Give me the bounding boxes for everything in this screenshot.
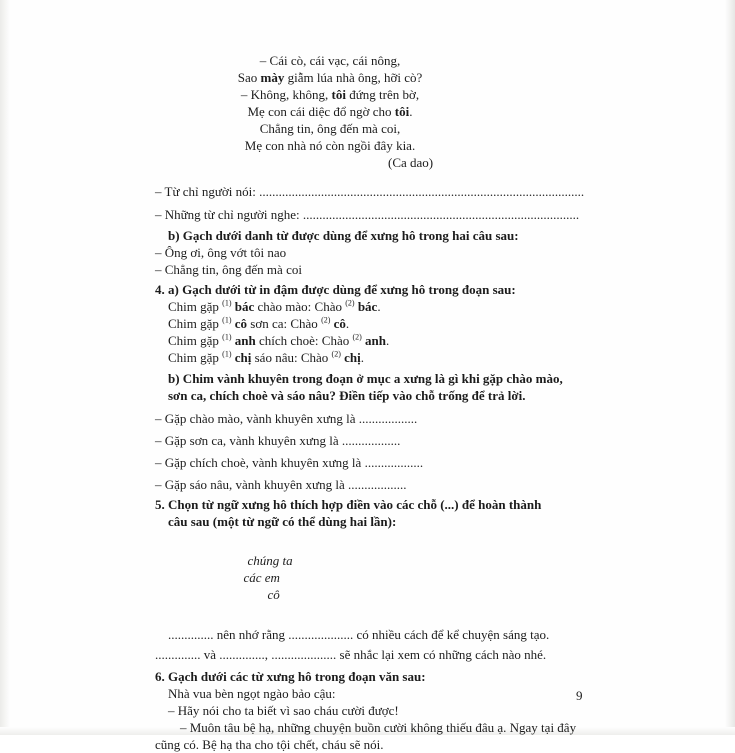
fill-line-listener: – Những từ chỉ người nghe: ..................................................................................... bbox=[155, 207, 580, 222]
task4-answer-line: – Gặp sơn ca, vành khuyên xưng là .................. bbox=[155, 433, 401, 448]
poem bbox=[155, 52, 505, 154]
task4-answer-line: – Gặp sáo nâu, vành khuyên xưng là .................. bbox=[155, 477, 407, 492]
task3-example-line: – Ông ơi, ông vớt tôi nao bbox=[155, 245, 287, 260]
task6-paragraph-line: Nhà vua bèn ngọt ngào bảo cậu: bbox=[168, 686, 336, 701]
task6-paragraph-line: – Muôn tâu bệ hạ, những chuyện buồn cười không thiếu đâu ạ. Ngay tại đây bbox=[180, 720, 577, 735]
task3-example-line: – Chẳng tin, ông đến mà coi bbox=[155, 262, 302, 277]
page-edge-left bbox=[0, 0, 10, 735]
page-content bbox=[155, 52, 585, 753]
task4-chim-line: Chim gặp $^{(1)}$ cô sơn ca: Chào $^{(2)}$ cô. bbox=[168, 315, 350, 331]
word-bank-item: các em bbox=[243, 570, 280, 585]
task5-heading: câu sau (một từ ngữ có thể dùng hai lần): bbox=[168, 514, 397, 529]
task5-fill-line: .............. và .............., .................... sẽ nhắc lại xem có những cách nào nhé. bbox=[155, 647, 547, 662]
page-number: 9 bbox=[576, 688, 583, 703]
page-edge-right bbox=[725, 0, 735, 735]
task6-paragraph-line: – Hãy nói cho ta biết vì sao cháu cười được! bbox=[168, 703, 399, 718]
task4-heading-b: b) Chim vành khuyên trong đoạn ở mục a xưng là gì khi gặp chào mào, bbox=[168, 371, 563, 386]
task4-answer-line: – Gặp chào mào, vành khuyên xưng là .................. bbox=[155, 411, 418, 426]
task3-part-b-heading: b) Gạch dưới danh từ được dùng để xưng hô trong hai câu sau: bbox=[168, 228, 519, 243]
poem-line: Chẳng tin, ông đến mà coi, bbox=[259, 121, 401, 136]
task4-heading-a: 4. a) Gạch dưới từ in đậm được dùng để xưng hô trong đoạn sau: bbox=[155, 282, 516, 297]
word-bank-item: cô bbox=[267, 587, 280, 602]
task4-chim-line: Chim gặp $^{(1)}$ chị sáo nâu: Chào $^{(2)}$ chị. bbox=[168, 349, 364, 365]
task4-heading-b: sơn ca, chích choè và sáo nâu? Điền tiếp vào chỗ trống để trả lời. bbox=[168, 388, 526, 403]
poem-line: Mẹ con nhà nó còn ngồi đây kia. bbox=[244, 138, 416, 153]
poem-line: Sao mày giẫm lúa nhà ông, hỡi cò? bbox=[237, 70, 423, 85]
poem-line: – Không, không, tôi đứng trên bờ, bbox=[240, 87, 420, 102]
fill-line-speaker: – Từ chỉ người nói: .................................................................................................... bbox=[155, 184, 585, 199]
task5-fill-line: .............. nên nhớ rằng .................... có nhiều cách để kể chuyện sáng tạo. bbox=[168, 627, 550, 642]
task5-heading: 5. Chọn từ ngữ xưng hô thích hợp điền vào các chỗ (...) để hoàn thành bbox=[155, 497, 542, 512]
word-bank-item: chúng ta bbox=[247, 553, 293, 568]
poem-line: – Cái cò, cái vạc, cái nông, bbox=[259, 53, 401, 68]
task4-chim-line: Chim gặp $^{(1)}$ bác chào mào: Chào $^{(2)}$ bác. bbox=[168, 298, 381, 314]
task4-answer-line: – Gặp chích choè, vành khuyên xưng là .................. bbox=[155, 455, 424, 470]
task4-chim-line: Chim gặp $^{(1)}$ anh chích choè: Chào $^{(2)}$ anh. bbox=[168, 332, 390, 348]
poem-attribution: (Ca dao) bbox=[388, 155, 434, 170]
task6-paragraph-line: cũng có. Bệ hạ tha cho tội chết, cháu sẽ nói. bbox=[155, 737, 384, 752]
task5-word-bank bbox=[168, 535, 585, 620]
task6-heading: 6. Gạch dưới các từ xưng hô trong đoạn văn sau: bbox=[155, 669, 426, 684]
poem-line: Mẹ con cái diệc đổ ngờ cho tôi. bbox=[247, 104, 413, 119]
